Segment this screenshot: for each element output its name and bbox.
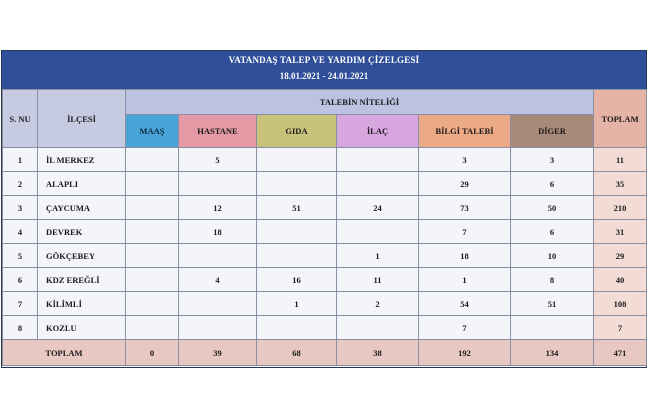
cell-toplam: 35 bbox=[594, 172, 647, 196]
total-diger: 134 bbox=[511, 340, 594, 366]
cell-diger bbox=[511, 316, 594, 340]
table-row bbox=[3, 172, 647, 196]
cell-hastane: 18 bbox=[179, 220, 257, 244]
cell-bilgi: 73 bbox=[419, 196, 511, 220]
totals-label: TOPLAM bbox=[3, 340, 126, 366]
total-maas: 0 bbox=[126, 340, 179, 366]
row-district: ÇAYCUMA bbox=[38, 196, 126, 220]
total-hastane: 39 bbox=[179, 340, 257, 366]
cell-bilgi: 7 bbox=[419, 316, 511, 340]
cell-diger: 3 bbox=[511, 148, 594, 172]
cell-diger: 6 bbox=[511, 220, 594, 244]
table-row bbox=[3, 220, 647, 244]
row-district: KİLİMLİ bbox=[38, 292, 126, 316]
cell-bilgi: 18 bbox=[419, 244, 511, 268]
cell-ilac bbox=[337, 316, 419, 340]
total-bilgi: 192 bbox=[419, 340, 511, 366]
cell-diger: 51 bbox=[511, 292, 594, 316]
cell-maas bbox=[126, 316, 179, 340]
cell-ilac bbox=[337, 220, 419, 244]
header-snu: S. NU bbox=[3, 90, 38, 148]
total-gida: 68 bbox=[257, 340, 337, 366]
row-district: ALAPLI bbox=[38, 172, 126, 196]
cell-gida: 1 bbox=[257, 292, 337, 316]
cell-hastane bbox=[179, 316, 257, 340]
cell-ilac: 1 bbox=[337, 244, 419, 268]
table-row bbox=[3, 268, 647, 292]
table-row bbox=[3, 148, 647, 172]
cell-ilac: 11 bbox=[337, 268, 419, 292]
cell-gida: 16 bbox=[257, 268, 337, 292]
header-toplam: TOPLAM bbox=[594, 90, 647, 148]
cell-gida bbox=[257, 172, 337, 196]
cell-ilac bbox=[337, 148, 419, 172]
cell-maas bbox=[126, 172, 179, 196]
cell-ilac: 24 bbox=[337, 196, 419, 220]
chart-title: VATANDAŞ TALEP VE YARDIM ÇİZELGESİ bbox=[228, 55, 420, 65]
header-diger: DİGER bbox=[511, 115, 594, 148]
cell-gida bbox=[257, 316, 337, 340]
cell-hastane: 12 bbox=[179, 196, 257, 220]
cell-diger: 6 bbox=[511, 172, 594, 196]
row-number: 1 bbox=[3, 148, 38, 172]
cell-bilgi: 7 bbox=[419, 220, 511, 244]
cell-ilac bbox=[337, 172, 419, 196]
cell-ilac: 2 bbox=[337, 292, 419, 316]
row-number: 7 bbox=[3, 292, 38, 316]
header-ilac: İLAÇ bbox=[337, 115, 419, 148]
cell-diger: 10 bbox=[511, 244, 594, 268]
cell-maas bbox=[126, 148, 179, 172]
cell-gida: 51 bbox=[257, 196, 337, 220]
row-district: GÖKÇEBEY bbox=[38, 244, 126, 268]
row-district: DEVREK bbox=[38, 220, 126, 244]
request-table bbox=[2, 89, 647, 366]
cell-hastane bbox=[179, 244, 257, 268]
row-district: İL MERKEZ bbox=[38, 148, 126, 172]
title-band bbox=[2, 51, 646, 89]
cell-bilgi: 3 bbox=[419, 148, 511, 172]
cell-diger: 50 bbox=[511, 196, 594, 220]
header-hastane: HASTANE bbox=[179, 115, 257, 148]
cell-bilgi: 54 bbox=[419, 292, 511, 316]
cell-bilgi: 29 bbox=[419, 172, 511, 196]
row-district: KOZLU bbox=[38, 316, 126, 340]
cell-gida bbox=[257, 220, 337, 244]
table-row bbox=[3, 244, 647, 268]
cell-gida bbox=[257, 148, 337, 172]
row-district: KDZ EREĞLİ bbox=[38, 268, 126, 292]
cell-diger: 8 bbox=[511, 268, 594, 292]
cell-toplam: 31 bbox=[594, 220, 647, 244]
cell-hastane: 5 bbox=[179, 148, 257, 172]
total-ilac: 38 bbox=[337, 340, 419, 366]
cell-toplam: 40 bbox=[594, 268, 647, 292]
cell-bilgi: 1 bbox=[419, 268, 511, 292]
table-row bbox=[3, 316, 647, 340]
row-number: 6 bbox=[3, 268, 38, 292]
cell-maas bbox=[126, 244, 179, 268]
header-maas: MAAŞ bbox=[126, 115, 179, 148]
header-bilgi: BİLGİ TALEBİ bbox=[419, 115, 511, 148]
cell-maas bbox=[126, 220, 179, 244]
totals-row bbox=[3, 340, 647, 366]
cell-gida bbox=[257, 244, 337, 268]
cell-toplam: 29 bbox=[594, 244, 647, 268]
cell-hastane bbox=[179, 172, 257, 196]
cell-toplam: 7 bbox=[594, 316, 647, 340]
total-toplam: 471 bbox=[594, 340, 647, 366]
cell-hastane bbox=[179, 292, 257, 316]
row-number: 2 bbox=[3, 172, 38, 196]
cell-maas bbox=[126, 292, 179, 316]
citizen-request-chart bbox=[1, 50, 647, 368]
row-number: 4 bbox=[3, 220, 38, 244]
table-row bbox=[3, 292, 647, 316]
header-gida: GIDA bbox=[257, 115, 337, 148]
cell-toplam: 11 bbox=[594, 148, 647, 172]
row-number: 5 bbox=[3, 244, 38, 268]
row-number: 3 bbox=[3, 196, 38, 220]
cell-maas bbox=[126, 268, 179, 292]
row-number: 8 bbox=[3, 316, 38, 340]
cell-maas bbox=[126, 196, 179, 220]
date-range: 18.01.2021 - 24.01.2021 bbox=[279, 71, 369, 81]
header-ilce: İLÇESİ bbox=[38, 90, 126, 148]
header-group: TALEBİN NİTELİĞİ bbox=[126, 90, 594, 115]
cell-toplam: 108 bbox=[594, 292, 647, 316]
table-row bbox=[3, 196, 647, 220]
cell-toplam: 210 bbox=[594, 196, 647, 220]
cell-hastane: 4 bbox=[179, 268, 257, 292]
